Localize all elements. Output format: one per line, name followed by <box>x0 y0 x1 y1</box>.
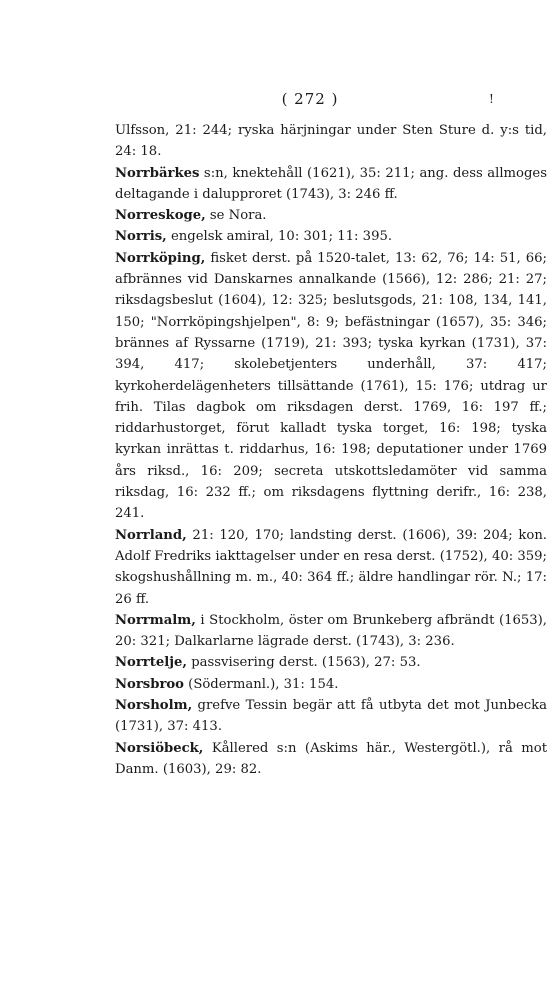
index-entry <box>115 652 547 673</box>
entry-heading: Norsholm, <box>115 698 193 714</box>
entry-heading: Norrmalm, <box>115 612 196 628</box>
entry-heading: Norrland, <box>115 527 187 543</box>
entry-heading: Norreskoge, <box>115 208 206 224</box>
index-entry <box>115 610 547 653</box>
index-entry <box>115 163 547 206</box>
entry-text: s:n, knektehåll (1621), 35: 211; ang. dess allmoges deltagande i dalupproret (1743), 3: 246 ff. <box>115 165 547 202</box>
entry-heading: Norris, <box>115 229 167 245</box>
entry-text: fisket derst. på 1520-talet, 13: 62, 76; 14: 51, 66; afbrännes vid Danskarnes annalkande (1566), 12: 286; 21: 27; riksdagsbeslut (1604), 12: 325; beslutsgods, 21: 108, 134, 141, 150; "Norrköpingshjelpen", 8: 9; befästningar (1657), 35: 346; brännes af Ryssarne (1719), 21: 393; tyska kyrkan (1731), 37: 394, 417; skolebetjenters underhåll, 37: 417; kyrkoherdelägenheters tillsättande (1761), 15: 176; utdrag ur frih. Tilas dagbok om riksdagen derst. 1769, 16: 197 ff.; riddarhustorget, förut kalladt tyska torget, 16: 198; tyska kyrkan inrättas t. riddarhus, 16: 198; deputationer under 1769 års riksd., 16: 209; secreta utskottsledamöter vid samma riksdag, 16: 232 ff.; om riksdagens flyttning derifr., 16: 238, 241. <box>115 250 547 522</box>
entry-text: engelsk amiral, 10: 301; 11: 395. <box>166 229 393 245</box>
index-entry <box>115 248 547 525</box>
entry-text: se Nora. <box>205 208 267 224</box>
index-entry <box>115 674 547 695</box>
entry-text: Ulfsson, 21: 244; ryska härjningar under Sten Sture d. y:s tid, 24: 18. <box>115 123 547 160</box>
index-entry <box>115 205 547 226</box>
index-entry <box>115 525 547 610</box>
index-entry <box>115 120 547 163</box>
page-number: ( 272 ) <box>281 90 339 108</box>
index-entry <box>115 738 547 781</box>
entry-heading: Norrbärkes <box>115 165 200 181</box>
entry-text: 21: 120, 170; landsting derst. (1606), 39: 204; kon. Adolf Fredriks iakttagelser under en resa derst. (1752), 40: 359; skogshushållning m. m., 40: 364 ff.; äldre handlingar rör. N.; 17: 26 ff. <box>115 527 547 607</box>
entry-heading: Norsbroo <box>115 676 184 692</box>
margin-mark: ! <box>489 92 494 106</box>
entry-text: (Södermanl.), 31: 154. <box>183 676 339 692</box>
index-entry <box>115 695 547 738</box>
index-entry <box>115 226 547 247</box>
entry-text: Kållered s:n (Askims här., Westergötl.), rå mot Danm. (1603), 29: 82. <box>115 740 547 777</box>
entry-heading: Norrtelje, <box>115 655 187 671</box>
entry-text: grefve Tessin begär att få utbyta det mot Junbecka (1731), 37: 413. <box>115 698 547 735</box>
entry-text: passvisering derst. (1563), 27: 53. <box>187 655 421 671</box>
entry-heading: Norsiöbeck, <box>115 740 204 756</box>
entry-text: i Stockholm, öster om Brunkeberg afbrändt (1653), 20: 321; Dalkarlarne lägrade derst. (1743), 3: 236. <box>115 612 547 650</box>
entry-heading: Norrköping, <box>115 250 206 266</box>
index-entries <box>115 120 547 780</box>
